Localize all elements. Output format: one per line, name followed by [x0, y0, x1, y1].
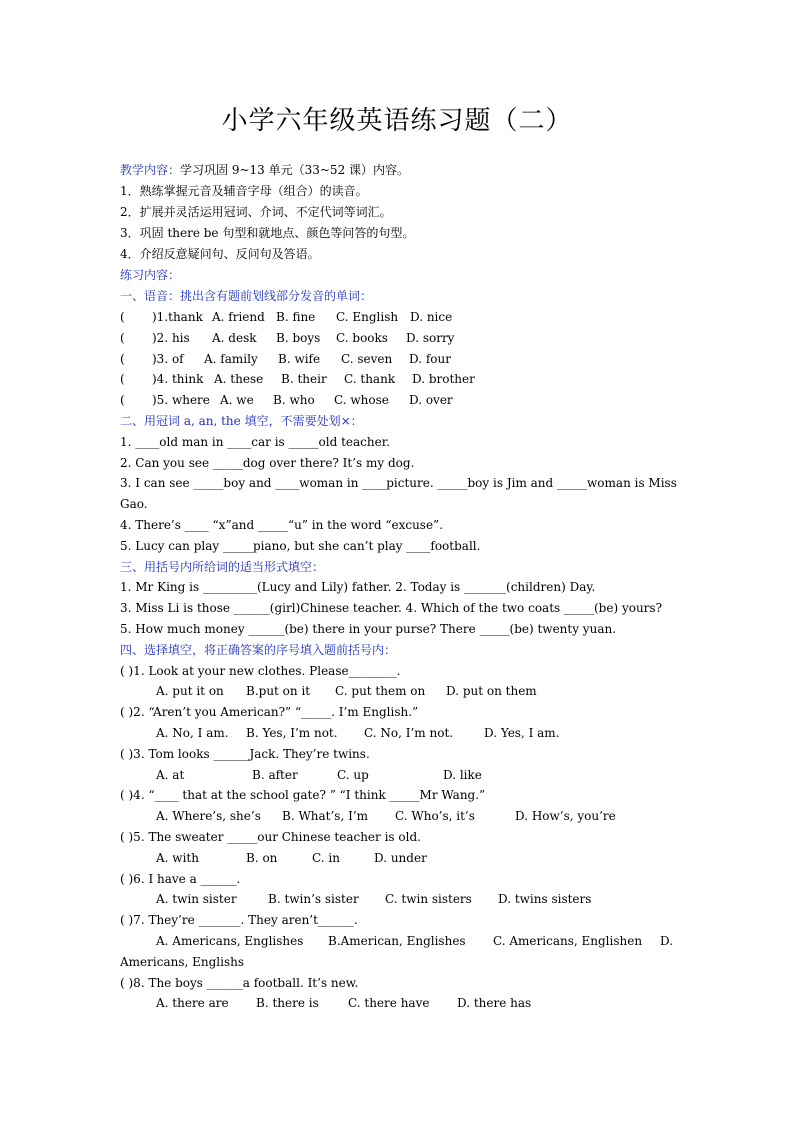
teaching-content-line [120, 162, 409, 178]
option-d: D. How’s, you’re [515, 809, 616, 823]
article-question: 3. I can see _____boy and ____woman in ____picture. _____boy is Jim and _____woman is Miss [120, 476, 677, 490]
choice-question: ( )5. The sweater _____our Chinese teacher is old. [120, 830, 421, 844]
article-question: 1. ____old man in ____car is _____old teacher. [120, 435, 390, 449]
option-a: A. these [214, 372, 264, 386]
objective-item: 3．巩固 there be 句型和就地点、颜色等问答的句型。 [120, 226, 415, 240]
objective-item: 2．扩展并灵活运用冠词、介词、不定代词等词汇。 [120, 205, 392, 219]
option-b: B. there is [256, 996, 319, 1010]
answer-paren: ( [120, 352, 125, 366]
option-b: B.American, Englishes [328, 934, 466, 948]
section4-heading: 四、选择填空，将正确答案的序号填入题前括号内： [120, 643, 397, 657]
option-a: A. friend [212, 310, 265, 324]
section2-heading: 二、用冠词 a, an, the 填空，不需要处划×： [120, 414, 363, 428]
option-a: A. we [220, 393, 254, 407]
option-b: B. boys [276, 331, 321, 345]
option-b: B. fine [276, 310, 316, 324]
option-d: D. sorry [406, 331, 455, 345]
option-c: C. in [312, 851, 340, 865]
option-c: C. English [336, 310, 399, 324]
option-c: C. thank [344, 372, 396, 386]
word-form-question: 3. Miss Li is those ______(girl)Chinese teacher. 4. Which of the two coats _____(be) yours? [120, 601, 663, 615]
question-word: )4. think [152, 372, 204, 386]
option-b: B. Yes, I’m not. [246, 726, 338, 740]
option-d: D. Yes, I am. [484, 726, 560, 740]
option-a: A. twin sister [156, 892, 237, 906]
answer-paren: ( [120, 372, 125, 386]
article-question: 5. Lucy can play _____piano, but she can’t play ____football. [120, 539, 481, 553]
option-c: C. twin sisters [385, 892, 472, 906]
choice-question: ( )1. Look at your new clothes. Please________. [120, 664, 401, 678]
option-a: A. at [156, 768, 185, 782]
option-b: B. on [246, 851, 278, 865]
option-b: B. who [273, 393, 315, 407]
option-d: D. put on them [446, 684, 537, 698]
option-a: A. there are [156, 996, 229, 1010]
option-d: D. there has [457, 996, 532, 1010]
question-word: )1.thank [152, 310, 203, 324]
answer-paren: ( [120, 331, 125, 345]
choice-question: ( )6. I have a ______. [120, 872, 241, 886]
option-b: B. their [281, 372, 327, 386]
option-d: D. twins sisters [498, 892, 592, 906]
option-d: D. under [374, 851, 427, 865]
option-c: C. up [337, 768, 369, 782]
teaching-content-label: 教学内容： [120, 163, 181, 177]
objective-item: 1．熟练掌握元音及辅音字母（组合）的读音。 [120, 184, 368, 198]
question-word: )3. of [152, 352, 184, 366]
option-c: C. seven [341, 352, 393, 366]
option-d: D. [660, 934, 674, 948]
option-d: D. nice [410, 310, 453, 324]
option-b: B. after [252, 768, 298, 782]
option-c: C. put them on [335, 684, 426, 698]
practice-content-label: 练习内容： [120, 268, 181, 282]
option-c: C. books [336, 331, 388, 345]
option-d: D. like [443, 768, 482, 782]
option-b: B.put on it [246, 684, 311, 698]
option-d: D. four [409, 352, 451, 366]
article-question: 2. Can you see _____dog over there? It’s my dog. [120, 456, 415, 470]
question-word: )5. where [152, 393, 210, 407]
word-form-question: 5. How much money ______(be) there in your purse? There _____(be) twenty yuan. [120, 622, 617, 636]
option-a: A. Americans, Englishes [156, 934, 304, 948]
section3-heading: 三、用括号内所给词的适当形式填空： [120, 560, 325, 574]
option-b: B. twin’s sister [268, 892, 359, 906]
option-b: B. What’s, I’m [282, 809, 369, 823]
option-c: C. there have [348, 996, 430, 1010]
choice-question: ( )3. Tom looks ______Jack. They’re twins. [120, 747, 370, 761]
option-a: A. put it on [156, 684, 224, 698]
question-word: )2. his [152, 331, 190, 345]
option-c: C. No, I’m not. [364, 726, 454, 740]
option-a: A. family [204, 352, 258, 366]
choice-question: ( )4. “____ that at the school gate? ” “I think _____Mr Wang.” [120, 788, 486, 802]
option-b: B. wife [278, 352, 321, 366]
option-c: C. Who’s, it’s [395, 809, 475, 823]
option-a: A. No, I am. [156, 726, 229, 740]
option-a: A. desk [212, 331, 257, 345]
option-a: A. with [156, 851, 199, 865]
teaching-content-text: 学习巩固 9~13 单元（33~52 课）内容。 [180, 163, 410, 177]
choice-question: ( )2. “Aren’t you American?” “_____. I’m English.” [120, 705, 419, 719]
option-c: C. whose [334, 393, 389, 407]
option-c: C. Americans, Englishen [493, 934, 643, 948]
article-question-continued: Gao. [120, 497, 148, 511]
option-d: D. brother [412, 372, 475, 386]
answer-paren: ( [120, 393, 125, 407]
word-form-question: 1. Mr King is _________(Lucy and Lily) father. 2. Today is _______(children) Day. [120, 580, 596, 594]
option-d-continued: Americans, Englishs [120, 955, 245, 969]
choice-question: ( )8. The boys ______a football. It’s new. [120, 976, 359, 990]
article-question: 4. There’s ____ “x”and _____“u” in the word “excuse”. [120, 518, 444, 532]
option-d: D. over [409, 393, 453, 407]
choice-question: ( )7. They’re _______. They aren’t______. [120, 913, 358, 927]
page-title: 小学六年级英语练习题（二） [221, 106, 573, 136]
section1-heading: 一、语音：挑出含有题前划线部分发音的单词： [120, 289, 373, 303]
option-a: A. Where’s, she’s [156, 809, 261, 823]
answer-paren: ( [120, 310, 125, 324]
objective-item: 4．介绍反意疑问句、反问句及答语。 [120, 247, 320, 261]
